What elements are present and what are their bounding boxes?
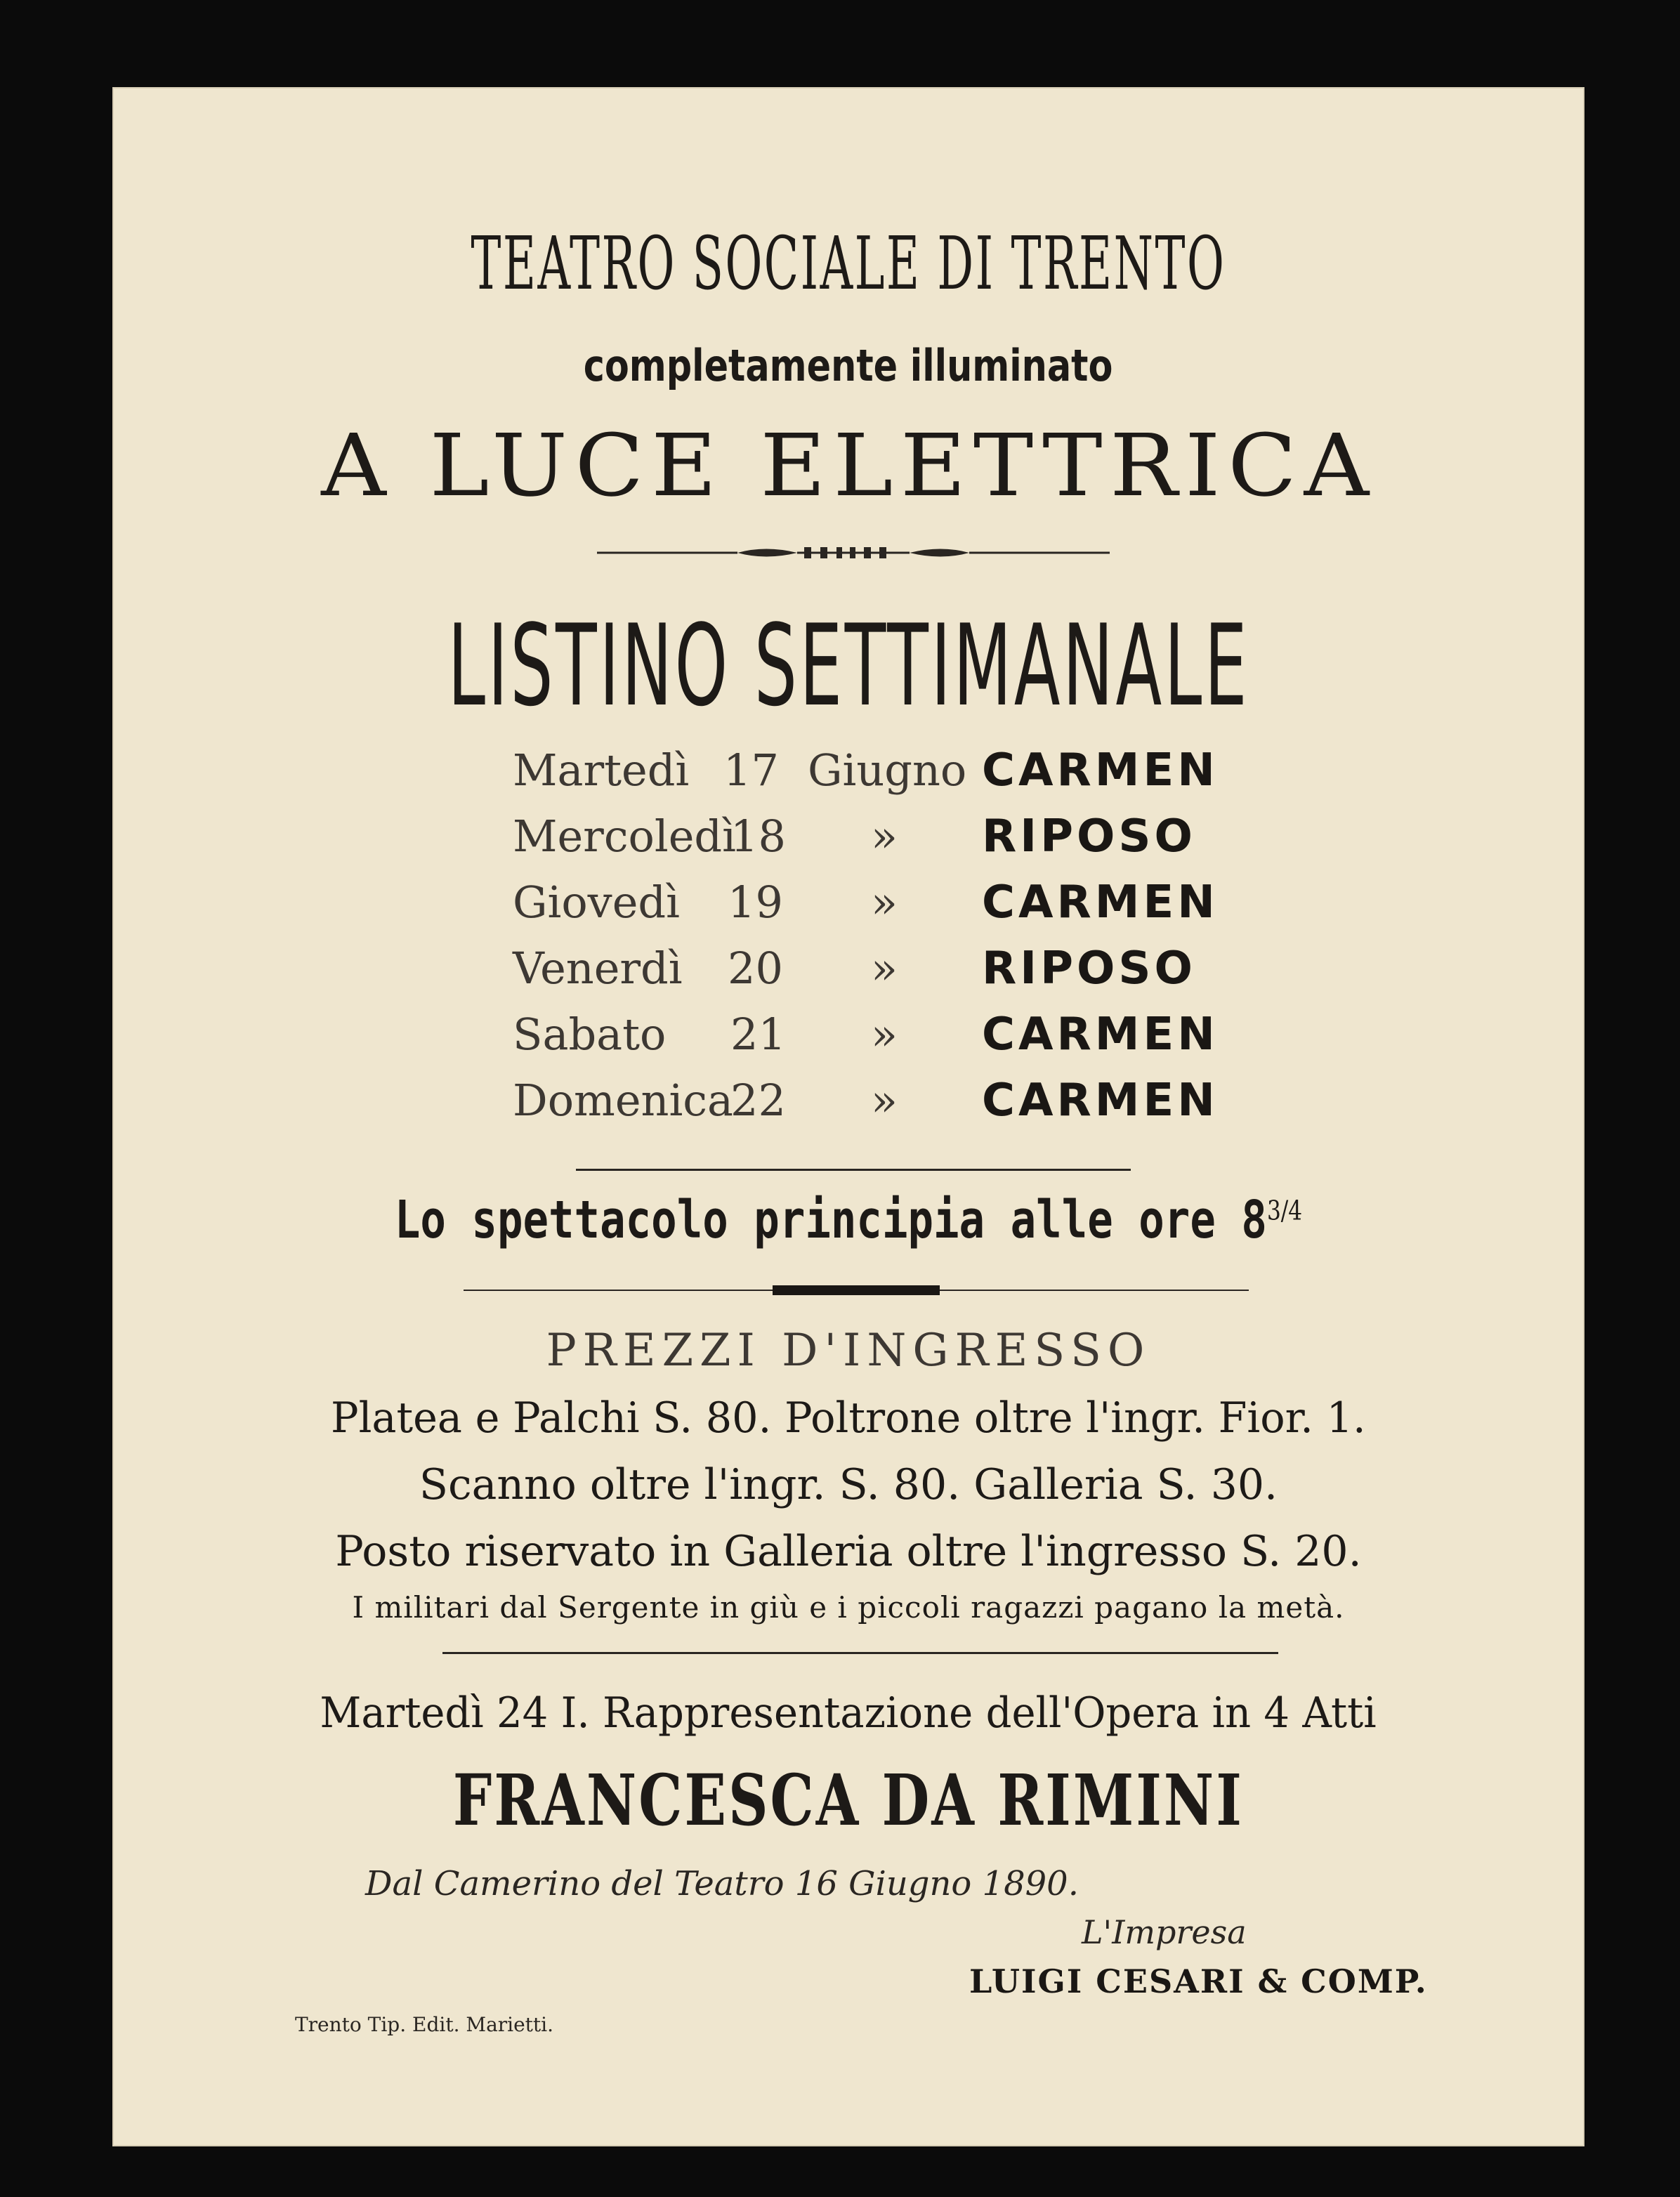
schedule-row: [112, 1075, 1584, 1141]
schedule-show: CARMEN: [982, 1075, 1219, 1127]
headline-line: [112, 416, 1584, 516]
start-time-text: Lo spettacolo principia alle ore 8: [394, 1190, 1267, 1250]
schedule-date: 17: [723, 745, 779, 796]
price-text: Scanno oltre l'ingr. S. 80. Galleria S. 30.: [419, 1460, 1278, 1509]
schedule-month: »: [871, 1009, 898, 1060]
schedule-show: CARMEN: [982, 745, 1219, 796]
schedule-day: Sabato: [513, 1009, 667, 1060]
price-line: [112, 1460, 1584, 1509]
divider-rule: [940, 1290, 1249, 1291]
schedule-list: [112, 745, 1584, 1152]
schedule-day: Giovedì: [513, 877, 680, 928]
opera-title-line: [112, 1759, 1584, 1842]
subtitle-line: [112, 340, 1584, 391]
price-note-line: [112, 1590, 1584, 1625]
schedule-day: Domenica: [513, 1075, 733, 1126]
schedule-date: 22: [730, 1075, 786, 1126]
schedule-show: RIPOSO: [982, 811, 1196, 863]
price-line: [112, 1393, 1584, 1443]
poster-sheet: [112, 87, 1584, 2146]
price-line: [112, 1527, 1584, 1576]
listing-title: LISTINO SETTIMANALE: [447, 600, 1249, 731]
announcement: Martedì 24 I. Rappresentazione dell'Opera in 4 Atti: [320, 1688, 1377, 1738]
price-text: Posto riservato in Galleria oltre l'ingresso S. 20.: [335, 1527, 1362, 1576]
divider-bar: [773, 1285, 940, 1295]
schedule-row: [112, 745, 1584, 811]
schedule-day: Martedì: [513, 745, 690, 796]
schedule-month: »: [871, 943, 898, 994]
schedule-date: 20: [728, 943, 783, 994]
printer-imprint: Trento Tip. Edit. Marietti.: [295, 2013, 554, 2036]
schedule-row: [112, 1009, 1584, 1075]
start-time-fraction: 3/4: [1266, 1195, 1303, 1226]
divider-rule: [464, 1290, 773, 1291]
price-note: I militari dal Sergente in giù e i piccoli ragazzi pagano la metà.: [352, 1590, 1345, 1625]
ornament-divider: [597, 542, 1110, 563]
schedule-row: [112, 943, 1584, 1009]
start-time-line: [112, 1190, 1584, 1250]
opera-title: FRANCESCA DA RIMINI: [452, 1759, 1245, 1842]
schedule-show: CARMEN: [982, 877, 1219, 929]
schedule-date: 21: [730, 1009, 786, 1060]
schedule-month: »: [871, 811, 898, 862]
schedule-date: 18: [730, 811, 786, 862]
theatre-name: TEATRO SOCIALE DI TRENTO: [471, 221, 1226, 306]
divider-rule: [442, 1652, 1278, 1654]
schedule-day: Venerdì: [513, 943, 683, 994]
schedule-show: CARMEN: [982, 1009, 1219, 1061]
signature-name: LUIGI CESARI & COMP.: [969, 1962, 1428, 2000]
listing-title-line: [112, 600, 1584, 731]
prices-heading: PREZZI D'INGRESSO: [546, 1325, 1151, 1377]
dateline: Dal Camerino del Teatro 16 Giugno 1890.: [365, 1864, 1079, 1903]
schedule-date: 19: [728, 877, 783, 928]
signature-label: L'Impresa: [1082, 1913, 1247, 1951]
schedule-row: [112, 811, 1584, 877]
theatre-name-line: [112, 221, 1584, 306]
schedule-month: »: [871, 877, 898, 928]
schedule-month: »: [871, 1075, 898, 1126]
price-text: Platea e Palchi S. 80. Poltrone oltre l'ingr. Fior. 1.: [331, 1393, 1366, 1443]
headline: A LUCE ELETTRICA: [320, 416, 1377, 516]
schedule-show: RIPOSO: [982, 943, 1196, 995]
divider-rule: [576, 1169, 1131, 1171]
announcement-line: [112, 1688, 1584, 1738]
prices-heading-line: [112, 1325, 1584, 1377]
schedule-row: [112, 877, 1584, 943]
schedule-day: Mercoledì: [513, 811, 736, 862]
subtitle: completamente illuminato: [584, 340, 1113, 391]
schedule-month: Giugno: [808, 745, 967, 796]
